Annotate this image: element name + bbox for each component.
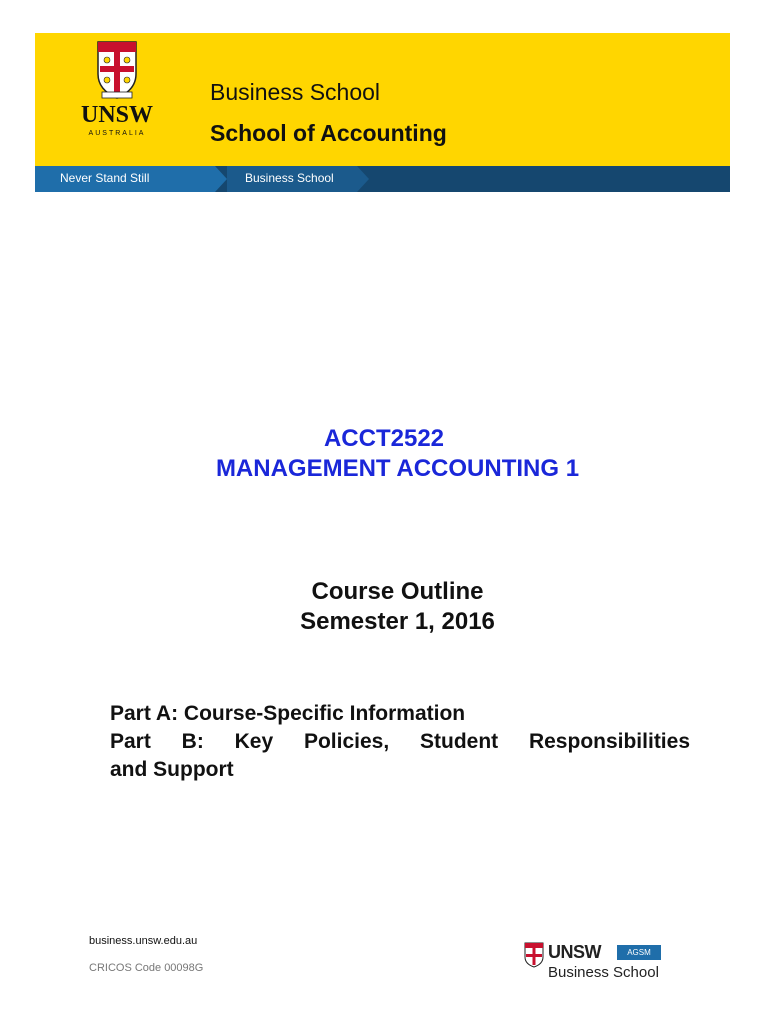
parts-list: [110, 700, 690, 784]
school-name: Business School: [210, 79, 381, 105]
semester-label: Semester 1, 2016: [300, 608, 495, 635]
footer-agsm-badge: AGSM: [617, 945, 661, 960]
course-title: MANAGEMENT ACCOUNTING 1: [215, 455, 580, 482]
course-code: ACCT2522: [323, 425, 445, 452]
unsw-logo: [72, 38, 162, 150]
nav-business-school: Business School: [245, 171, 334, 185]
footer-business-school: Business School: [548, 964, 659, 981]
footer-url: business.unsw.edu.au: [89, 935, 198, 947]
svg-text:AUSTRALIA: AUSTRALIA: [88, 130, 146, 137]
nav-never-stand-still: Never Stand Still: [60, 171, 150, 185]
document-type: Course Outline: [311, 578, 484, 605]
footer-unsw-text: UNSW: [548, 942, 601, 962]
footer-logo: [524, 942, 664, 984]
department-name: School of Accounting: [210, 120, 447, 146]
footer-cricos: CRICOS Code 00098G: [89, 962, 204, 974]
svg-text:UNSW: UNSW: [80, 102, 154, 128]
part-b-label-line1: Part B: Key Policies, Student Responsibilities: [110, 730, 690, 753]
part-b-label-line2: and Support: [110, 758, 234, 781]
footer-crest-icon: [524, 942, 544, 968]
part-a-label: Part A: Course-Specific Information: [110, 702, 466, 725]
banner-nav-strip: [35, 166, 730, 192]
